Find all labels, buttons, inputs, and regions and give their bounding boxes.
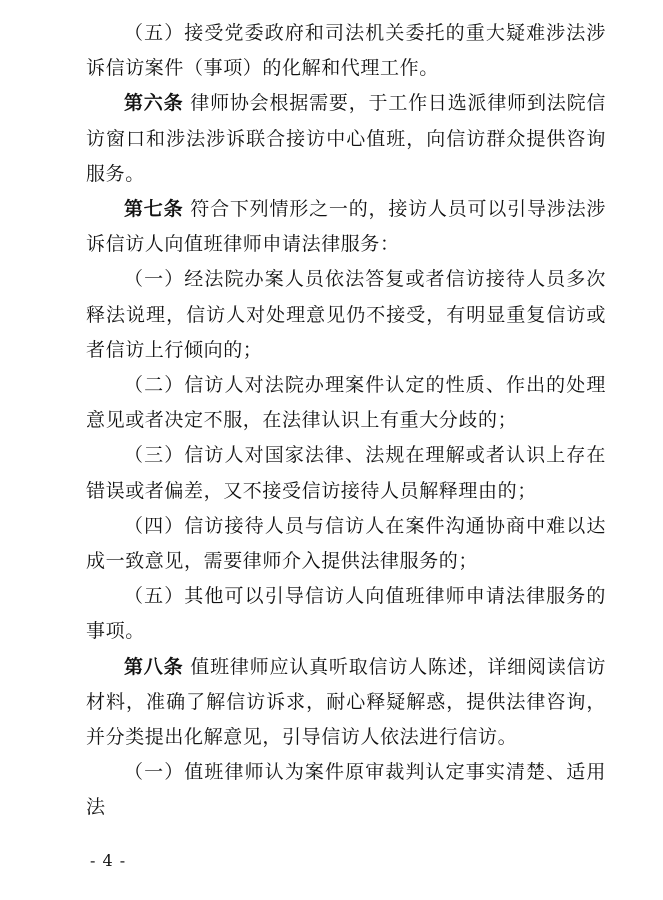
- article-7-item-1: [86, 262, 606, 368]
- paragraph-text: （一）经法院办案人员依法答复或者信访接待人员多次释法说理，信访人对处理意见仍不接受，有明显重复信访或者信访上行倾向的；: [86, 268, 606, 361]
- article-8: [86, 650, 606, 756]
- article-7-item-2: [86, 368, 606, 438]
- paragraph-item-5: [86, 16, 606, 86]
- article-number: 第六条: [124, 92, 184, 115]
- paragraph-text: 值班律师应认真听取信访人陈述，详细阅读信访材料，准确了解信访诉求，耐心释疑解惑，提供法律咨询，并分类提出化解意见，引导信访人依法进行信访。: [86, 655, 606, 749]
- article-number: 第七条: [124, 198, 184, 221]
- paragraph-text: 符合下列情形之一的，接访人员可以引导涉法涉诉信访人向值班律师申请法律服务：: [86, 198, 606, 256]
- paragraph-text: （五）接受党委政府和司法机关委托的重大疑难涉法涉诉信访案件（事项）的化解和代理工作。: [86, 22, 606, 80]
- paragraph-text: （三）信访人对国家法律、法规在理解或者认识上存在错误或者偏差，又不接受信访接待人员解释理由的；: [86, 444, 606, 502]
- article-6: [86, 86, 606, 192]
- page-number: - 4 -: [90, 851, 127, 870]
- article-7-item-3: [86, 438, 606, 508]
- document-body: [86, 16, 606, 826]
- article-7: [86, 192, 606, 262]
- paragraph-text: （五）其他可以引导信访人向值班律师申请法律服务的事项。: [86, 585, 606, 643]
- paragraph-text: （四）信访接待人员与信访人在案件沟通协商中难以达成一致意见，需要律师介入提供法律服务的；: [86, 514, 606, 573]
- paragraph-text: （二）信访人对法院办理案件认定的性质、作出的处理意见或者决定不服，在法律认识上有重大分歧的；: [86, 374, 606, 432]
- article-8-item-1: [86, 755, 606, 825]
- paragraph-text: （一）值班律师认为案件原审裁判认定事实清楚、适用法: [86, 761, 606, 819]
- article-7-item-5: [86, 579, 606, 649]
- article-7-item-4: [86, 509, 606, 579]
- article-number: 第八条: [124, 655, 184, 678]
- paragraph-text: 律师协会根据需要，于工作日选派律师到法院信访窗口和涉法涉诉联合接访中心值班，向信访群众提供咨询服务。: [86, 92, 606, 185]
